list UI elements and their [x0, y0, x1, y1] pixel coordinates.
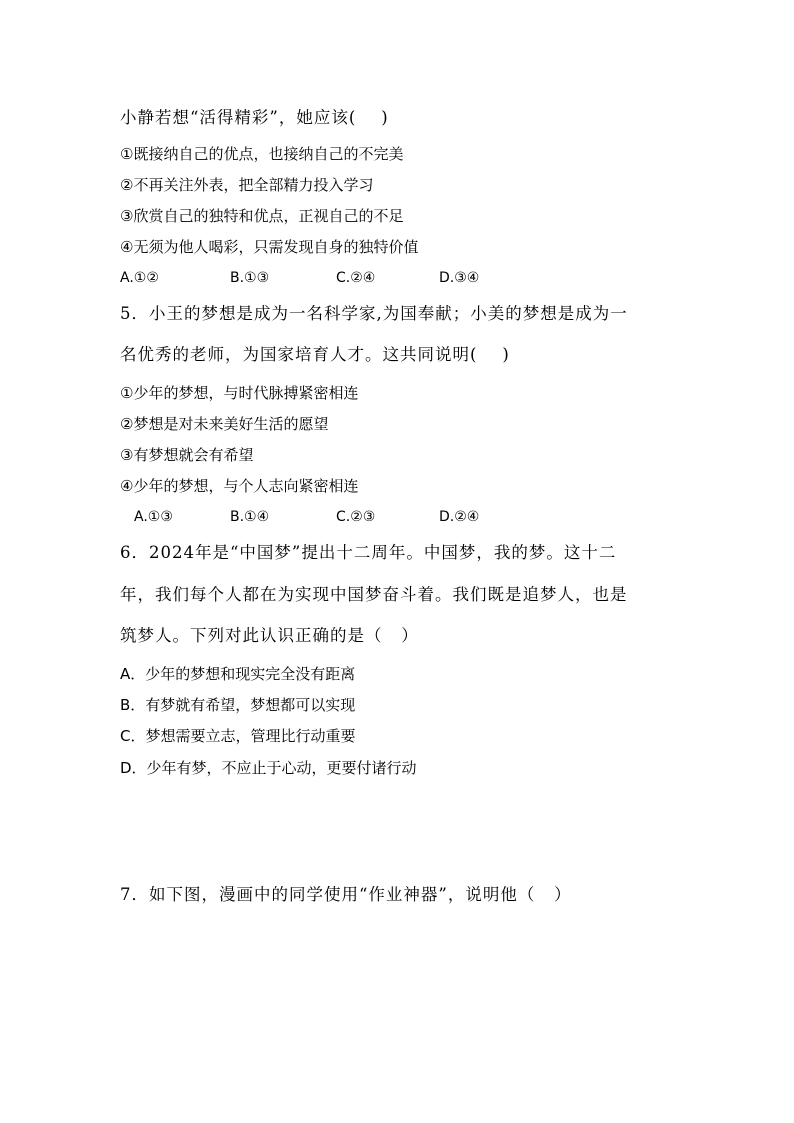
- q4-item-4: ④无须为他人喝彩，只需发现自身的独特价值: [120, 238, 419, 256]
- q5-choices: [134, 507, 554, 527]
- q4-choice-b: B.①③: [230, 270, 270, 286]
- q5-stem-line-1: 5．小王的梦想是成为一名科学家,为国奉献；小美的梦想是成为一: [120, 304, 628, 323]
- q4-choice-a: A.①②: [120, 270, 159, 286]
- q5-item-4: ④少年的梦想，与个人志向紧密相连: [120, 477, 359, 495]
- q6-option-b: B．有梦就有希望，梦想都可以实现: [120, 696, 356, 714]
- q6-option-c: C．梦想需要立志，管理比行动重要: [120, 727, 356, 745]
- q4-item-1: ①既接纳自己的优点，也接纳自己的不完美: [120, 145, 404, 163]
- q5-choice-b: B.①④: [230, 509, 270, 525]
- q6-option-d: D．少年有梦，不应止于心动，更要付诸行动: [120, 759, 417, 777]
- q5-stem-line-2: 名优秀的老师，为国家培育人才。这共同说明( ): [120, 345, 510, 364]
- q5-choice-a: A.①③: [134, 509, 173, 525]
- q4-stem: 小静若想“活得精彩”，她应该( ): [120, 108, 389, 127]
- q6-option-a: A．少年的梦想和现实完全没有距离: [120, 665, 356, 683]
- q4-choice-c: C.②④: [336, 270, 376, 286]
- q5-choice-c: C.②③: [336, 509, 376, 525]
- q5-choice-d: D.②④: [439, 509, 480, 525]
- q5-item-2: ②梦想是对未来美好生活的愿望: [120, 415, 329, 433]
- q6-stem-line-3: 筑梦人。下列对此认识正确的是（ ）: [120, 626, 419, 645]
- q7-stem: 7．如下图，漫画中的同学使用“作业神器”，说明他（ ）: [120, 885, 572, 904]
- q4-item-3: ③欣赏自己的独特和优点，正视自己的不足: [120, 207, 404, 225]
- q5-item-3: ③有梦想就会有希望: [120, 446, 254, 464]
- q5-item-1: ①少年的梦想，与时代脉搏紧密相连: [120, 384, 359, 402]
- q4-item-2: ②不再关注外表，把全部精力投入学习: [120, 176, 374, 194]
- q4-choice-d: D.③④: [439, 270, 480, 286]
- q4-choices: [120, 268, 540, 288]
- q6-stem-line-1: 6．2024年是“中国梦”提出十二周年。中国梦，我的梦。这十二: [120, 543, 617, 562]
- q6-stem-line-2: 年，我们每个人都在为实现中国梦奋斗着。我们既是追梦人，也是: [120, 585, 628, 604]
